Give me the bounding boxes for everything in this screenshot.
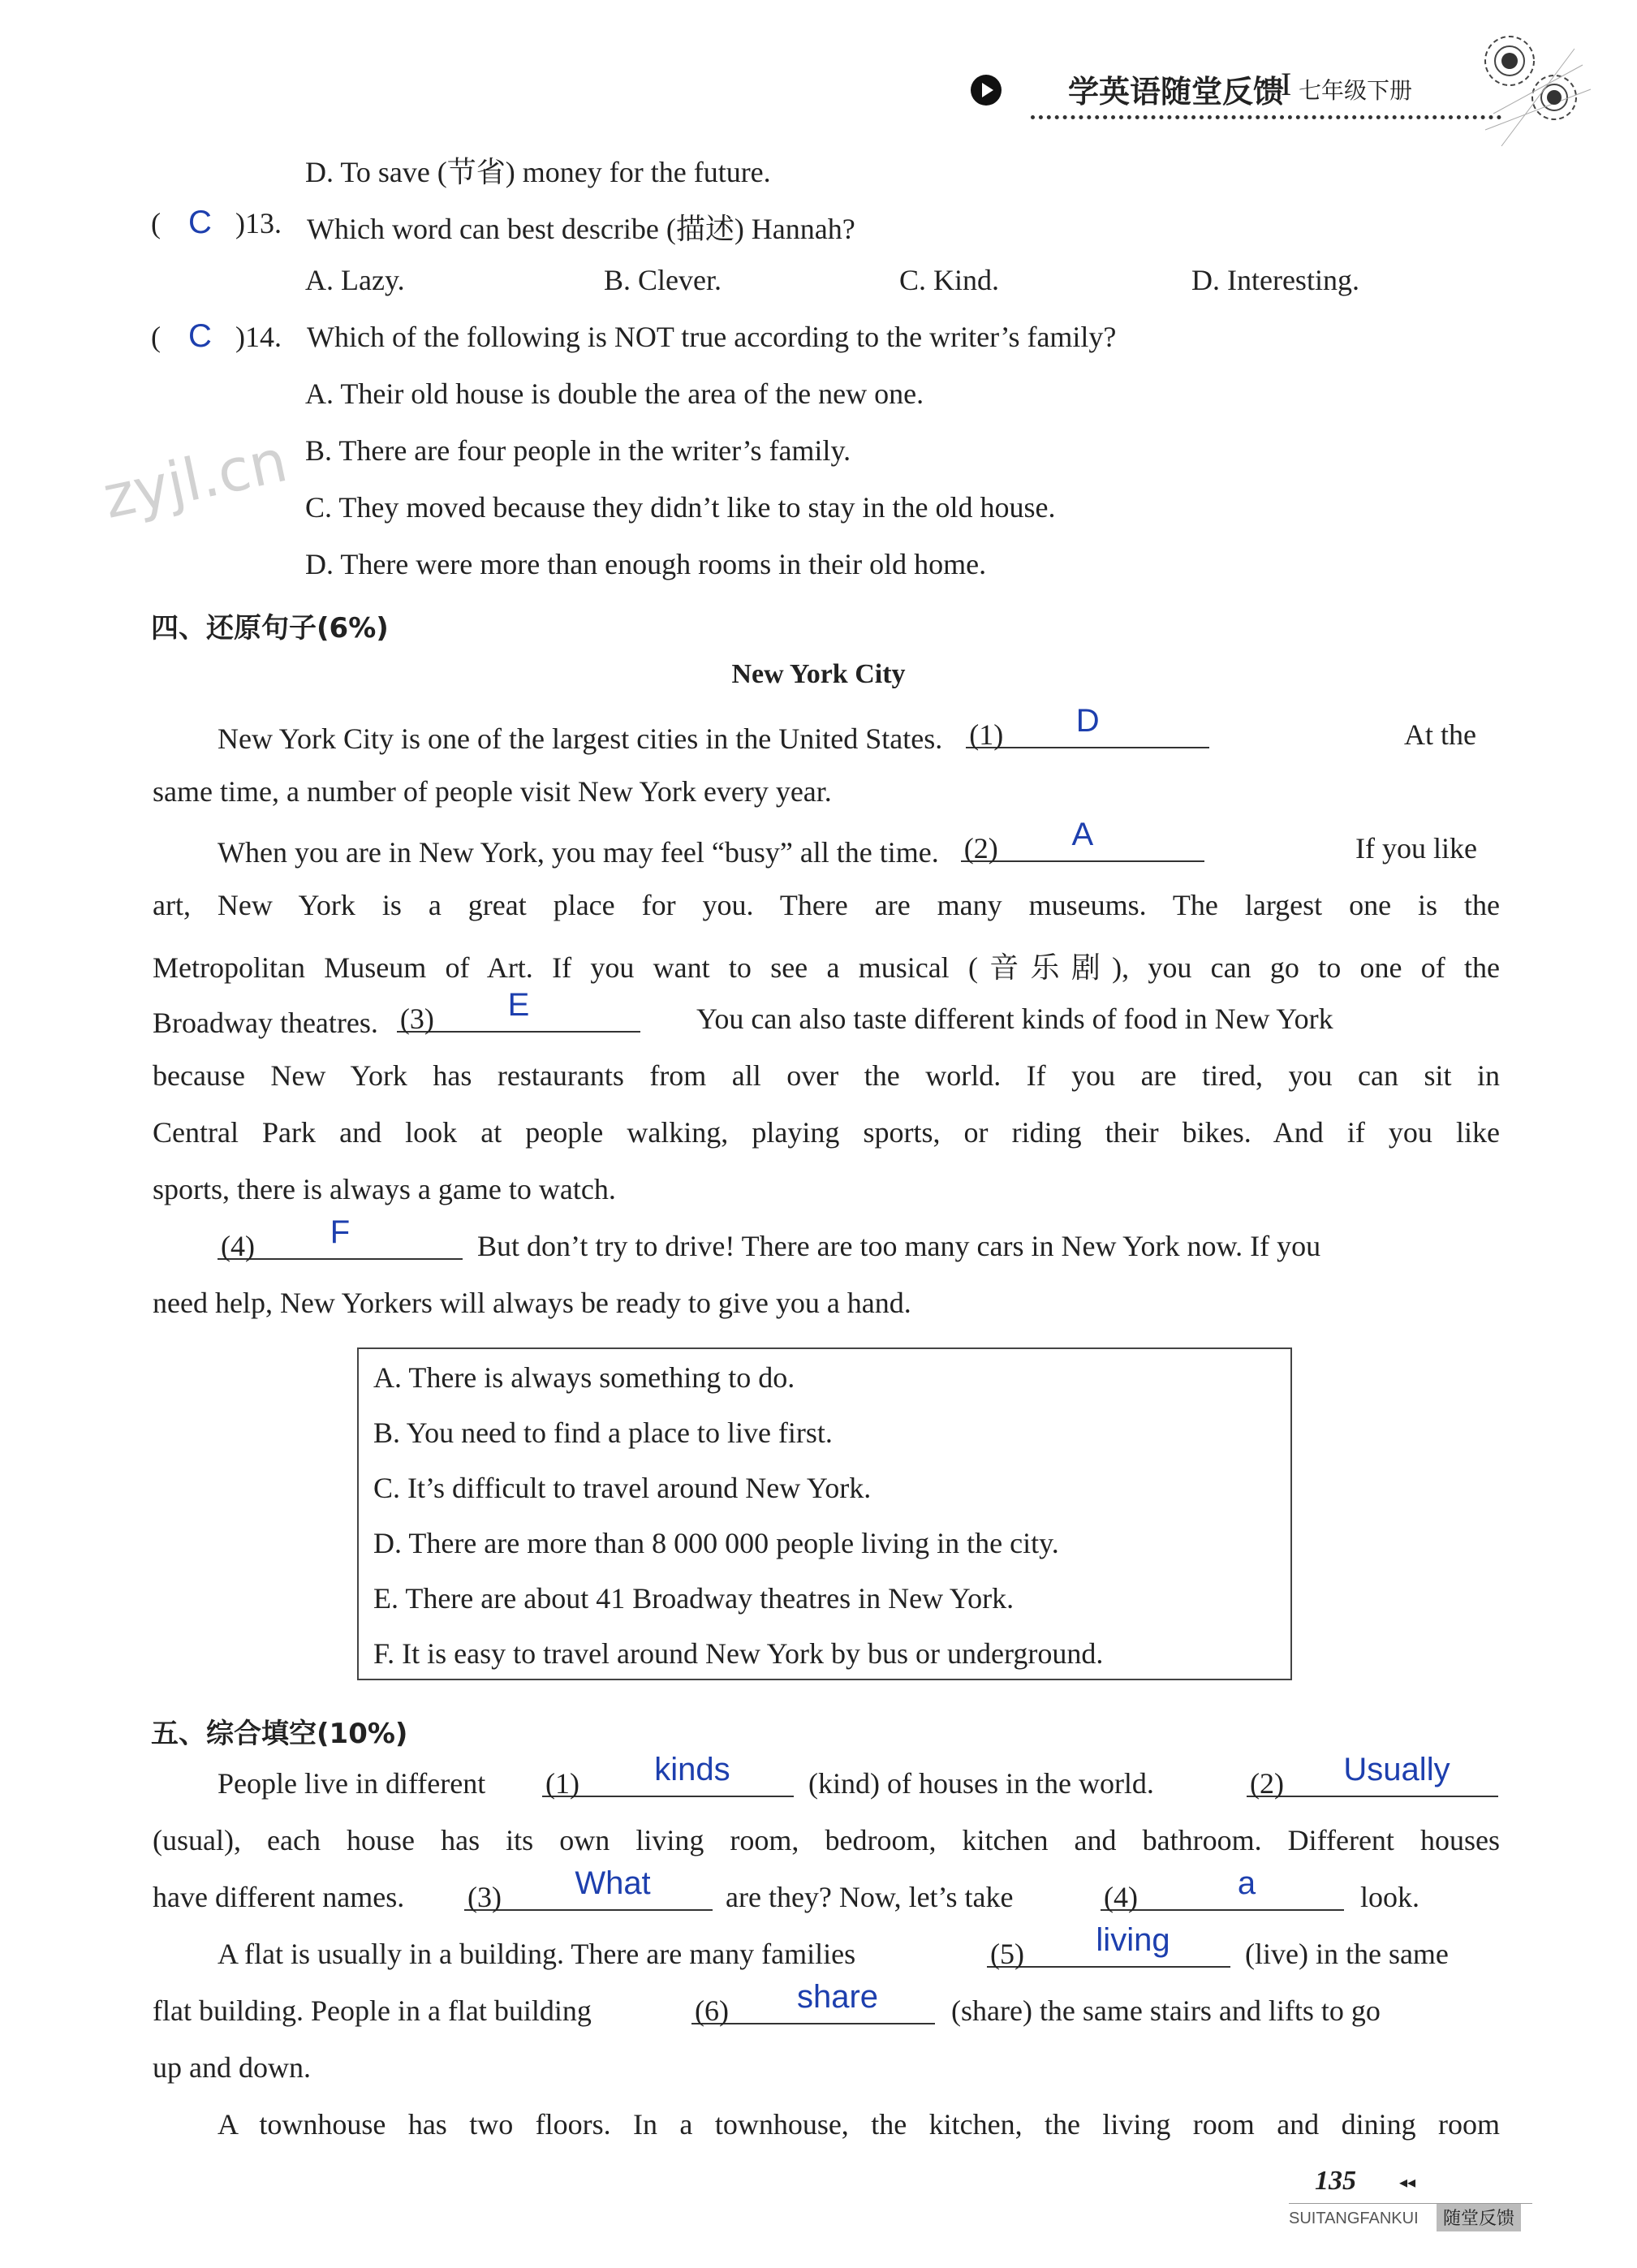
header-title: 学英语随堂反馈 <box>1068 74 1285 110</box>
s5-blank-5: (5) living <box>987 1937 1230 1975</box>
s5-line-3: have different names. <box>153 1881 405 1913</box>
section-5-heading: 五、综合填空(10%) <box>151 1718 408 1750</box>
s4-line-2: same time, a number of people visit New York every year. <box>153 775 832 808</box>
s5-blank-3-answer: What <box>575 1865 651 1901</box>
q13-option-b: B. Clever. <box>604 264 722 296</box>
s5-blank-4: (4) a <box>1101 1880 1344 1918</box>
s4-option-e: E. There are about 41 Broadway theatres in New York. <box>373 1582 1015 1615</box>
header-divider: I <box>1281 66 1292 102</box>
s5-line-2: (usual), each house has its own living room, bedroom, kitchen and bathroom. Different houses <box>153 1824 1500 1856</box>
s5-line-4: A flat is usually in a building. There are many families <box>218 1938 856 1970</box>
s4-option-f: F. It is easy to travel around New York by bus or underground. <box>373 1637 1104 1670</box>
s4-blank-4-answer: F <box>330 1214 351 1250</box>
q14-option-c: C. They moved because they didn’t like to stay in the old house. <box>305 491 1056 524</box>
q13-option-c: C. Kind. <box>899 264 1000 296</box>
q13-answer: C <box>188 205 212 240</box>
s4-line-10-end: But don’t try to drive! There are too many cars in New York now. If you <box>477 1230 1321 1262</box>
s4-line-4: art, New York is a great place for you. There are many museums. The largest one is the <box>153 889 1500 921</box>
s5-line-4-end: (live) in the same <box>1245 1938 1449 1970</box>
s4-blank-1: (1) D <box>966 718 1209 748</box>
sunflower-decoration-icon <box>1461 16 1599 154</box>
s4-line-6-end: You can also taste different kinds of food in New York <box>696 1002 1333 1035</box>
section-4-heading: 四、还原句子(6%) <box>151 612 389 645</box>
s5-line-1-mid: (kind) of houses in the world. <box>808 1767 1154 1800</box>
footer-label: 随堂反馈 <box>1437 2203 1521 2231</box>
q14-number: )14. <box>235 321 282 353</box>
s5-blank-1-answer: kinds <box>654 1752 730 1787</box>
s4-line-9: sports, there is always a game to watch. <box>153 1173 616 1205</box>
s4-option-c: C. It’s difficult to travel around New York. <box>373 1472 872 1504</box>
s4-text: New York City is one of the largest cities in the United States. <box>218 722 943 755</box>
s4-option-b: B. You need to find a place to live first. <box>373 1416 833 1449</box>
q12-option-d: D. To save (节省) money for the future. <box>305 156 771 188</box>
double-arrow-icon: ◂◂ <box>1399 2174 1416 2192</box>
s4-blank-2: (2) A <box>961 831 1204 862</box>
s4-blank-2-answer: A <box>1071 817 1094 852</box>
s4-blank-3-answer: E <box>507 987 530 1023</box>
q14-option-d: D. There were more than enough rooms in their old home. <box>305 548 987 580</box>
s4-line-10 <box>218 1214 463 1267</box>
s4-line-7: because New York has restaurants from all over the world. If you are tired, you can sit in <box>153 1059 1500 1092</box>
s4-option-d: D. There are more than 8 000 000 people living in the city. <box>373 1527 1059 1559</box>
play-icon <box>971 75 1002 106</box>
header-dotted-rule <box>1031 115 1501 119</box>
q14-open-paren: ( <box>151 321 161 353</box>
s5-line-3-mid: are they? Now, let’s take <box>726 1881 1014 1913</box>
q14-option-a: A. Their old house is double the area of the new one. <box>305 377 924 410</box>
s4-line-1-end: At the <box>1404 718 1476 751</box>
s4-blank-3: (3) E <box>397 1002 640 1033</box>
s4-line-5: Metropolitan Museum of Art. If you want to see a musical (音乐剧), you can go to one of the <box>153 951 1500 984</box>
q13-open-paren: ( <box>151 207 161 239</box>
s5-blank-2: (2) Usually <box>1247 1766 1498 1804</box>
q14-answer: C <box>188 318 212 354</box>
s4-line-3: When you are in New York, you may feel “busy” all the time. (2) A <box>218 831 1204 869</box>
s5-line-5-end: (share) the same stairs and lifts to go <box>951 1994 1381 2027</box>
header-grade: 七年级下册 <box>1299 77 1413 104</box>
q13-option-d: D. Interesting. <box>1191 264 1359 296</box>
s4-blank-4: (4) F <box>218 1229 463 1260</box>
s5-line-1: People live in different <box>218 1767 486 1800</box>
footer-rule <box>1289 2203 1532 2204</box>
s5-line-7: A townhouse has two floors. In a townhouse, the kitchen, the living room and dining room <box>218 2108 1500 2141</box>
s5-blank-2-answer: Usually <box>1343 1752 1450 1787</box>
s5-line-6: up and down. <box>153 2051 311 2084</box>
s5-blank-6: (6) share <box>691 1994 935 2032</box>
s5-blank-3: (3) What <box>464 1880 713 1918</box>
s5-blank-6-answer: share <box>796 1979 879 2015</box>
s4-option-a: A. There is always something to do. <box>373 1361 795 1394</box>
s4-options-box <box>357 1347 1292 1680</box>
q13-number: )13. <box>235 207 282 239</box>
s5-line-5: flat building. People in a flat building <box>153 1994 592 2027</box>
s4-line-3-end: If you like <box>1355 832 1477 865</box>
q14-option-b: B. There are four people in the writer’s family. <box>305 434 851 467</box>
s5-line-3-end: look. <box>1360 1881 1420 1913</box>
s4-line-6: Broadway theatres. (3) E <box>153 1002 640 1040</box>
watermark: zyjl.cn <box>97 426 293 532</box>
q14-stem: Which of the following is NOT true according to the writer’s family? <box>307 321 1117 353</box>
page-number: 135 <box>1315 2166 1356 2196</box>
s4-line-1 <box>218 703 1209 756</box>
s4-line-8: Central Park and look at people walking, playing sports, or riding their bikes. And if you like <box>153 1116 1500 1149</box>
q13-option-a: A. Lazy. <box>305 264 405 296</box>
s5-blank-1: (1) kinds <box>542 1766 794 1804</box>
footer-pinyin: SUITANGFANKUI <box>1289 2210 1419 2227</box>
s4-line-11: need help, New Yorkers will always be ready to give you a hand. <box>153 1287 911 1319</box>
q13-stem: Which word can best describe (描述) Hannah? <box>307 213 855 245</box>
s4-blank-1-answer: D <box>1075 703 1100 739</box>
passage-title: New York City <box>731 659 906 689</box>
s5-blank-4-answer: a <box>1237 1865 1256 1901</box>
s5-blank-5-answer: living <box>1096 1922 1170 1958</box>
